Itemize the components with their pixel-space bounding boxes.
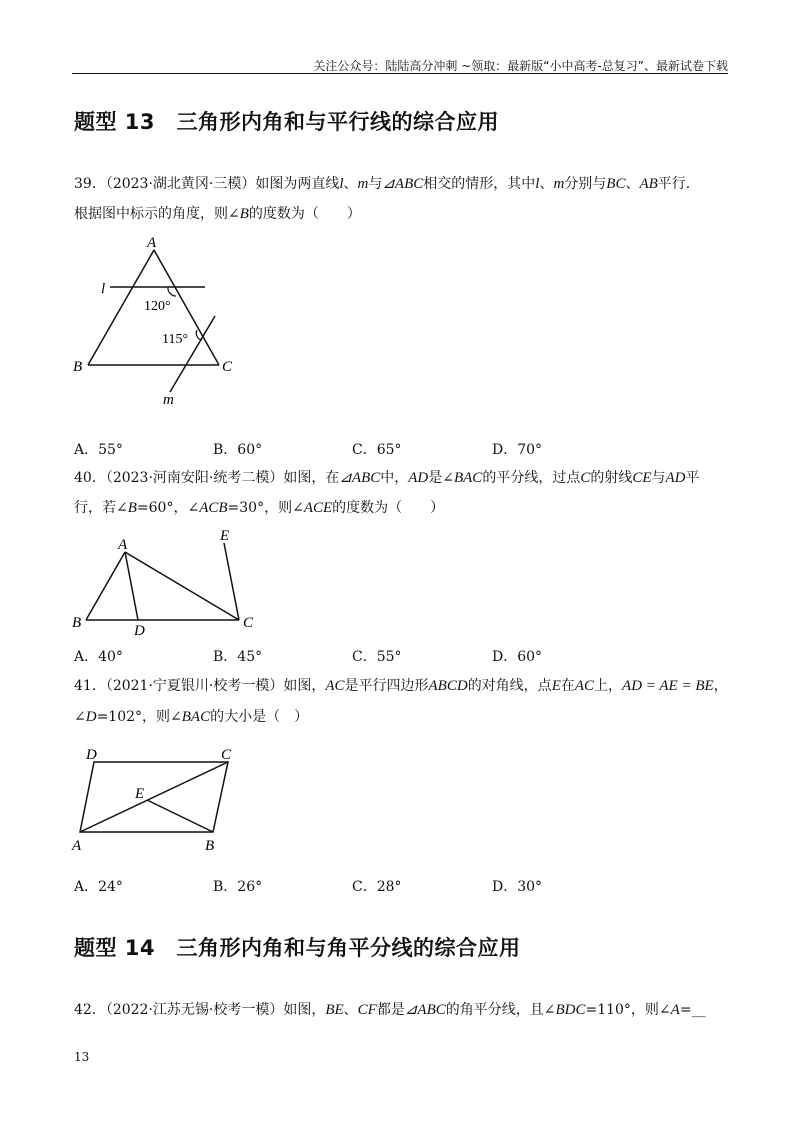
q39-text: 分别与 [564,176,607,192]
q39-text: 根据图中标示的角度，则∠ [74,206,240,222]
q41-bac: BAC [181,709,211,725]
q41-label-D: D [86,747,97,763]
q39-label-m: m [163,392,174,408]
q39-bc: BC [606,176,626,192]
q41-label-E: E [135,786,145,802]
q42-triangle: ⊿ABC [404,1002,446,1018]
q42-text: 42．（2022·江苏无锡·校考一模）如图， [74,1002,326,1018]
q40-ad: AD [408,470,429,486]
q39-choice-a[interactable]: A．55° [74,442,123,458]
q40-text: 是∠ [428,470,454,486]
q41-text: =102°，则∠ [96,709,182,725]
q39-line2 [74,204,361,224]
q41-choice-c[interactable]: C．28° [352,879,402,895]
q40-side-ac [125,552,239,620]
q40-text: 行，若∠ [74,500,128,516]
q41-line2 [74,707,308,727]
section-title-14: 题型 14 三角形内角和与角平分线的综合应用 [74,936,521,960]
q41-label-B: B [205,838,215,854]
q41-e: E [551,678,561,694]
q40-side-ab [86,552,125,620]
q42-be: BE [325,1002,344,1018]
q40-text: 平 [685,470,700,486]
q40-text: 与 [651,470,666,486]
q41-text: 41．（2021·宁夏银川·校考一模）如图， [74,678,326,694]
q42-text: 都是 [376,1002,405,1018]
q41-choice-d[interactable]: D．30° [492,879,543,895]
q42-bdc: BDC [555,1002,586,1018]
q39-line1 [74,174,700,194]
q39-label-C: C [222,359,233,375]
q41-line1 [74,676,728,696]
q41-d: D [85,709,97,725]
page-number: 13 [74,1050,90,1064]
q40-text: 中， [380,470,409,486]
q40-segment-ad [125,552,138,620]
q40-choice-d[interactable]: D．60° [492,649,543,665]
q41-choice-a[interactable]: A．24° [74,879,123,895]
q41-ac: AC [325,678,345,694]
q40-figure [60,525,270,640]
q41-text: 在 [560,678,575,694]
q39-choice-b[interactable]: B．60° [213,442,263,458]
section-title-13: 题型 13 三角形内角和与平行线的综合应用 [74,110,500,134]
q39-line-m [170,316,215,392]
header-rule [72,73,728,74]
q39-choice-d[interactable]: D．70° [492,442,543,458]
q39-ab: AB [639,176,658,192]
q40-choice-a[interactable]: A．40° [74,649,123,665]
q39-angle-120: 120° [144,299,171,314]
q41-abcd: ABCD [428,678,468,694]
q40-ad2: AD [665,470,686,486]
q41-diagonal-ac [80,762,228,832]
q40-text: 的射线 [590,470,633,486]
q40-label-E: E [220,528,230,544]
q40-triangle: ⊿ABC [339,470,381,486]
page-header: 关注公众号：陆陆高分冲刺 ~领取：最新版“小中高考-总复习”、最新试卷下载 [313,59,728,73]
q39-text: 39．（2023·湖北黄冈·三模）如图为两直线 [74,176,340,192]
q41-ac2: AC [574,678,595,694]
q40-bac: BAC [453,470,483,486]
q39-m: m [357,176,369,192]
q39-l: l [339,176,344,192]
q39-text: 平行． [657,176,700,192]
q40-label-A: A [118,537,128,553]
q39-angle-115: 115° [162,332,189,347]
q41-label-C: C [221,747,232,763]
q40-text: 的度数为（ ） [332,500,445,516]
q39-label-l: l [101,281,106,297]
q39-text: 、 [625,176,640,192]
q40-b: B [127,500,137,516]
q40-label-D: D [134,623,145,639]
q42-cf: CF [357,1002,377,1018]
q41-text: 的对角线，点 [467,678,552,694]
q41-text: 是平行四边形 [344,678,429,694]
q40-acb: ACB [199,500,228,516]
q40-ce: CE [632,470,652,486]
q39-text: 的度数为（ ） [248,206,361,222]
q41-equation: AD = AE = BE [622,678,714,694]
q40-ray-ce [224,543,239,620]
q39-text: 与 [368,176,383,192]
q40-choice-c[interactable]: C．55° [352,649,402,665]
q40-choice-b[interactable]: B．45° [213,649,263,665]
q40-text: 40．（2023·河南安阳·统考二模）如图，在 [74,470,340,486]
q40-line2 [74,498,444,518]
q40-text: =60°，∠ [136,500,200,516]
q39-text: 相交的情形，其中 [423,176,536,192]
q39-arc-120 [168,287,176,296]
q40-label-B: B [72,615,82,631]
q42-answer-blank[interactable]: =__ [679,1002,706,1018]
q40-text: 的平分线，过点 [482,470,581,486]
q41-text: ， [713,678,728,694]
q39-choice-c[interactable]: C．65° [352,442,402,458]
q39-triangle: ⊿ABC [382,176,424,192]
q42-text: 、 [343,1002,358,1018]
q42-text: =110°，则∠ [585,1002,671,1018]
q39-l2: l [535,176,540,192]
q41-figure [65,740,245,855]
q41-label-A: A [72,838,82,854]
q40-line1 [74,468,700,488]
q41-choice-b[interactable]: B．26° [213,879,263,895]
q39-label-B: B [73,359,83,375]
q42-line1 [74,1000,706,1020]
q40-text: =30°，则∠ [227,500,304,516]
q39-text: 、 [343,176,358,192]
q41-segment-be [147,800,213,832]
q40-label-C: C [243,615,254,631]
q41-text: 的大小是（ ） [210,709,309,725]
q39-label-A: A [147,235,157,251]
q39-text: 、 [539,176,554,192]
q42-a: A [670,1002,680,1018]
q40-c: C [580,470,591,486]
q42-text: 的角平分线，且∠ [445,1002,556,1018]
q40-ace: ACE [303,500,333,516]
q41-text: 上， [594,678,623,694]
q39-b: B [239,206,249,222]
q39-m2: m [553,176,565,192]
q41-text: ∠ [74,709,86,725]
q39-figure [60,230,320,420]
